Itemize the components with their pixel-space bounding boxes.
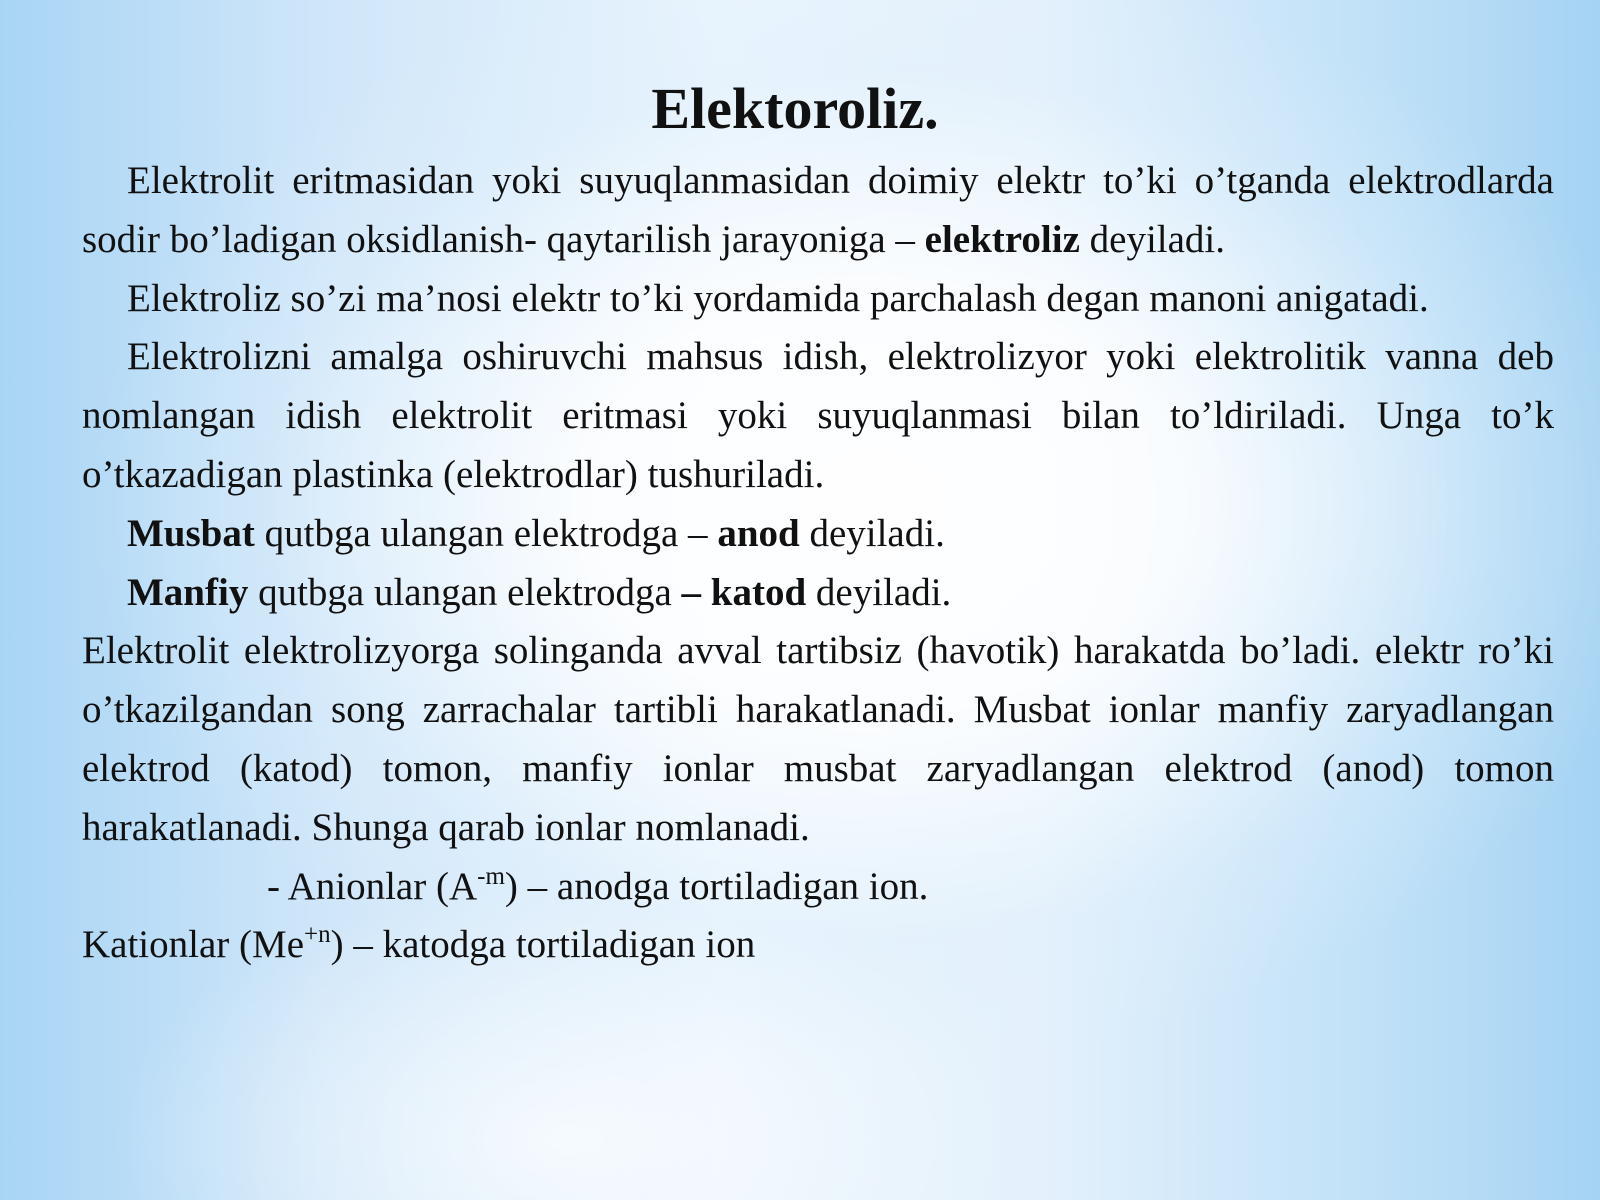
cation-line: [82, 916, 1554, 975]
paragraph-word-meaning: Elektroliz so’zi ma’nosi elektr to’ki yordamida parchalash degan manoni anigatadi.: [127, 276, 1429, 320]
term-manfiy: Manfiy: [127, 570, 249, 614]
anion-line: [82, 858, 1554, 917]
term-elektroliz: elektroliz: [924, 217, 1080, 261]
slide-body: [82, 152, 1554, 975]
cation-prefix: Kationlar (Me: [82, 923, 305, 967]
definition-text: Elektrolit eritmasidan yoki suyuqlanmasidan doimiy elektr to’ki o’tganda elektrodlarda sodir bo’ladigan oksidlanish- qaytarilish jarayoniga –: [82, 159, 1554, 261]
cathode-text: qutbga ulangan elektrodga: [248, 570, 682, 614]
paragraph-electrolyzer: Elektrolizni amalga oshiruvchi mahsus idish, elektrolizyor yoki elektrolitik vanna deb nomlangan idish elektrolit eritmasi yoki suyuqlanmasi bilan to’ldiriladi. Unga to’k o’tkazadigan plastinka (elektrodlar) tushuriladi.: [82, 335, 1554, 496]
cation-charge: +n: [304, 921, 331, 949]
paragraph-electrolysis-definition: [82, 152, 1554, 270]
slide-title: Elektoroliz.: [651, 76, 939, 141]
paragraph-ion-movement: Elektrolit elektrolizyorga solinganda avval tartibsiz (havotik) harakatda bo’ladi. elektr ro’ki o’tkazilgandan song zarrachalar tartibli harakatlanadi. Musbat ionlar manfiy zaryadlangan elektrod (katod) tomon, manfiy ionlar musbat zaryadlangan elektrod (anod) tomon harakatlanadi. Shunga qarab ionlar nomlanadi.: [82, 629, 1554, 849]
cation-suffix: ) – katodga tortiladigan ion: [330, 923, 756, 967]
cathode-tail: deyiladi.: [806, 570, 952, 614]
anode-text: qutbga ulangan elektrodga –: [254, 511, 718, 555]
definition-tail: deyiladi.: [1079, 217, 1226, 261]
anode-tail: deyiladi.: [799, 511, 945, 555]
term-musbat: Musbat: [127, 511, 255, 555]
anion-prefix: - Anionlar (A: [267, 864, 478, 908]
anion-charge: -m: [477, 862, 505, 890]
term-katod: – katod: [681, 570, 807, 614]
anion-suffix: ) – anodga tortiladigan ion.: [504, 864, 929, 908]
paragraph-cathode: [82, 564, 1554, 623]
term-anod: anod: [717, 511, 800, 555]
paragraph-anode: [82, 505, 1554, 564]
